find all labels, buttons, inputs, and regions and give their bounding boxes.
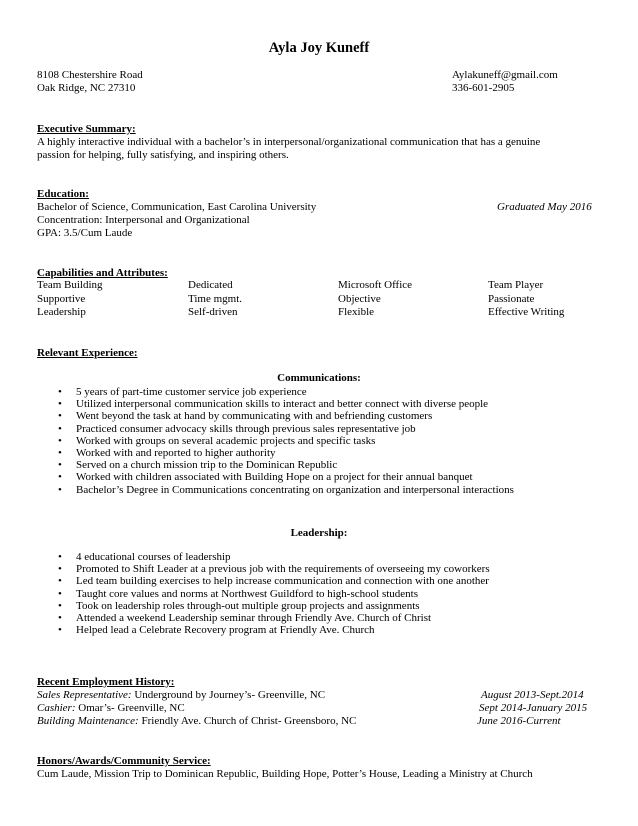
list-item: • Worked with and reported to higher authority (55, 447, 514, 459)
job-entry (37, 702, 185, 715)
capabilities-column-2 (188, 279, 338, 320)
education-degree: Bachelor of Science, Communication, East Carolina University (37, 201, 317, 213)
address-city: Oak Ridge, NC 27310 (37, 82, 136, 94)
list-item: • Served on a church mission trip to the Dominican Republic (55, 459, 514, 471)
summary-heading: Executive Summary: (37, 123, 136, 135)
capability-item: Team Building (37, 279, 103, 291)
education-heading: Education: (37, 188, 89, 200)
phone: 336-601-2905 (452, 82, 515, 94)
capability-item: Effective Writing (488, 306, 565, 318)
honors-text: Cum Laude, Mission Trip to Dominican Republic, Building Hope, Potter’s House, Leading a Ministry at Church (37, 768, 533, 780)
job-dates: June 2016-Current (477, 715, 561, 727)
list-item: • Promoted to Shift Leader at a previous job with the requirements of overseeing my coworkers (55, 563, 490, 575)
job-title: Sales Representative: (37, 689, 132, 701)
job-title: Cashier: (37, 702, 76, 714)
capability-item: Team Player (488, 279, 544, 291)
employment-heading: Recent Employment History: (37, 676, 175, 688)
communications-list (55, 386, 514, 496)
list-item: • Led team building exercises to help increase communication and connection with one another (55, 575, 490, 587)
capability-item: Time mgmt. (188, 292, 242, 305)
job-place: Underground by Journey’s- Greenville, NC (131, 689, 326, 701)
address-street: 8108 Chestershire Road (37, 69, 143, 81)
capability-item: Microsoft Office (338, 279, 413, 291)
education-graduated: Graduated May 2016 (497, 201, 592, 213)
email: Aylakuneff@gmail.com (452, 69, 558, 81)
capability-item: Flexible (338, 306, 375, 318)
list-item: • 5 years of part-time customer service job experience (55, 386, 514, 398)
capability-item: Dedicated (188, 279, 233, 291)
capabilities-column-4 (488, 279, 638, 320)
list-item: • Taught core values and norms at Northwest Guildford to high-school students (55, 588, 490, 600)
list-item: • Attended a weekend Leadership seminar through Friendly Ave. Church of Christ (55, 612, 490, 624)
job-dates: Sept 2014-January 2015 (479, 702, 588, 714)
summary-line-1: A highly interactive individual with a bachelor’s in interpersonal/organizational communication that has a genuine (37, 136, 541, 148)
job-entry (37, 689, 325, 702)
job-entry (37, 715, 356, 728)
summary-line-2: passion for helping, fully satisfying, and inspiring others. (37, 149, 289, 161)
job-dates: August 2013-Sept.2014 (481, 689, 584, 701)
capability-item: Passionate (488, 292, 535, 305)
list-item: • Bachelor’s Degree in Communications concentrating on organization and interpersonal interactions (55, 484, 514, 496)
experience-heading: Relevant Experience: (37, 347, 138, 359)
leadership-heading: Leadership: (290, 527, 348, 539)
list-item: • Helped lead a Celebrate Recovery program at Friendly Ave. Church (55, 624, 490, 636)
capability-item: Leadership (37, 306, 86, 318)
list-item: • Worked with groups on several academic projects and specific tasks (55, 435, 514, 447)
capabilities-column-3 (338, 279, 488, 320)
list-item: • Took on leadership roles through-out multiple group projects and assignments (55, 600, 490, 612)
job-place: Friendly Ave. Church of Christ- Greensboro, NC (138, 715, 357, 727)
capabilities-column-1 (37, 279, 187, 320)
list-item: • Worked with children associated with Building Hope on a project for their annual banquet (55, 471, 514, 483)
honors-heading: Honors/Awards/Community Service: (37, 755, 211, 767)
leadership-list (55, 551, 490, 636)
job-title: Building Maintenance: (37, 715, 139, 727)
communications-heading: Communications: (277, 372, 361, 384)
list-item: • Went beyond the task at hand by communicating with and befriending customers (55, 410, 514, 422)
capabilities-heading: Capabilities and Attributes: (37, 267, 168, 279)
list-item: • Utilized interpersonal communication skills to interact and better connect with diverse people (55, 398, 514, 410)
capability-item: Self-driven (188, 306, 238, 318)
education-gpa: GPA: 3.5/Cum Laude (37, 227, 133, 239)
capability-item: Supportive (37, 292, 86, 305)
list-item: • 4 educational courses of leadership (55, 551, 490, 563)
education-concentration: Concentration: Interpersonal and Organizational (37, 214, 250, 226)
capability-item: Objective (338, 292, 381, 305)
list-item: • Practiced consumer advocacy skills through previous sales representative job (55, 423, 514, 435)
resume-name: Ayla Joy Kuneff (268, 40, 370, 56)
job-place: Omar’s- Greenville, NC (75, 702, 185, 714)
